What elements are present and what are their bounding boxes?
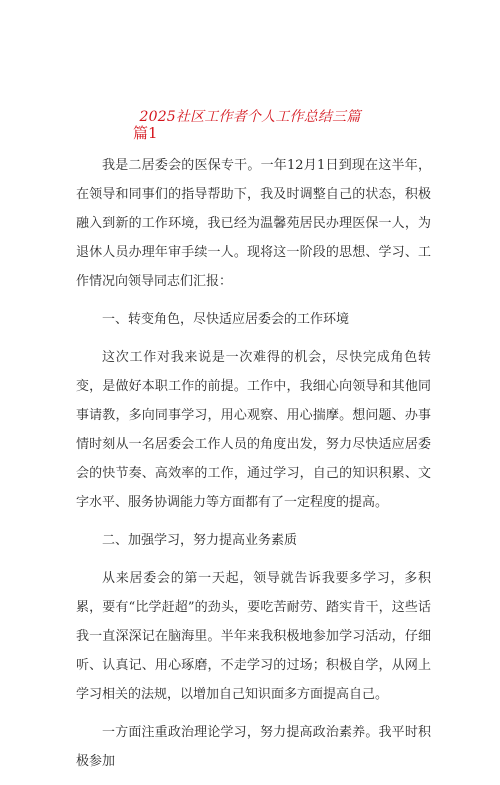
document-title: 2025社区工作者个人工作总结三篇 <box>139 109 361 125</box>
paragraph-political-study: 一方面注重政治理论学习，努力提高政治素养。我平时积极参加 <box>76 725 431 769</box>
paragraph-study: 从来居委会的第一天起，领导就告诉我要多学习，多积累，要有“比学赶超”的劲头，要吃苦耐劳、踏实肯干，这些话我一直深深记在脑海里。半年来我积极地参加学习活动，仔细听、认真记、用心琢磨，不走学习的过场；积极自学，从网上学习相关的法规，以增加自己知识面多方面提高自己。 <box>76 571 431 702</box>
section-heading: 篇1 <box>133 124 158 142</box>
paragraph-role-change: 这次工作对我来说是一次难得的机会，尽快完成角色转变，是做好本职工作的前提。工作中，我细心向领导和其他同事请教，多向同事学习，用心观察、用心揣摩。想问题、办事情时刻从一名居委会工作人员的角度出发，努力尽快适应居委会的快节奏、高效率的工作，通过学习，自己的知识积累、文字水平、服务协调能力等方面都有了一定程度的提高。 <box>76 350 431 510</box>
subheading-role-change: 一、转变角色，尽快适应居委会的工作环境 <box>102 312 350 327</box>
subheading-study: 二、加强学习，努力提高业务素质 <box>102 533 298 548</box>
document-body <box>76 151 431 785</box>
paragraph-intro: 我是二居委会的医保专干。一年12月1日到现在这半年，在领导和同事们的指导帮助下，我及时调整自己的状态，积极融入到新的工作环境，我已经为温馨苑居民办理医保一人，为退休人员办理年审手续一人。现将这一阶段的思想、学习、工作情况向领导同志们汇报： <box>76 158 431 289</box>
